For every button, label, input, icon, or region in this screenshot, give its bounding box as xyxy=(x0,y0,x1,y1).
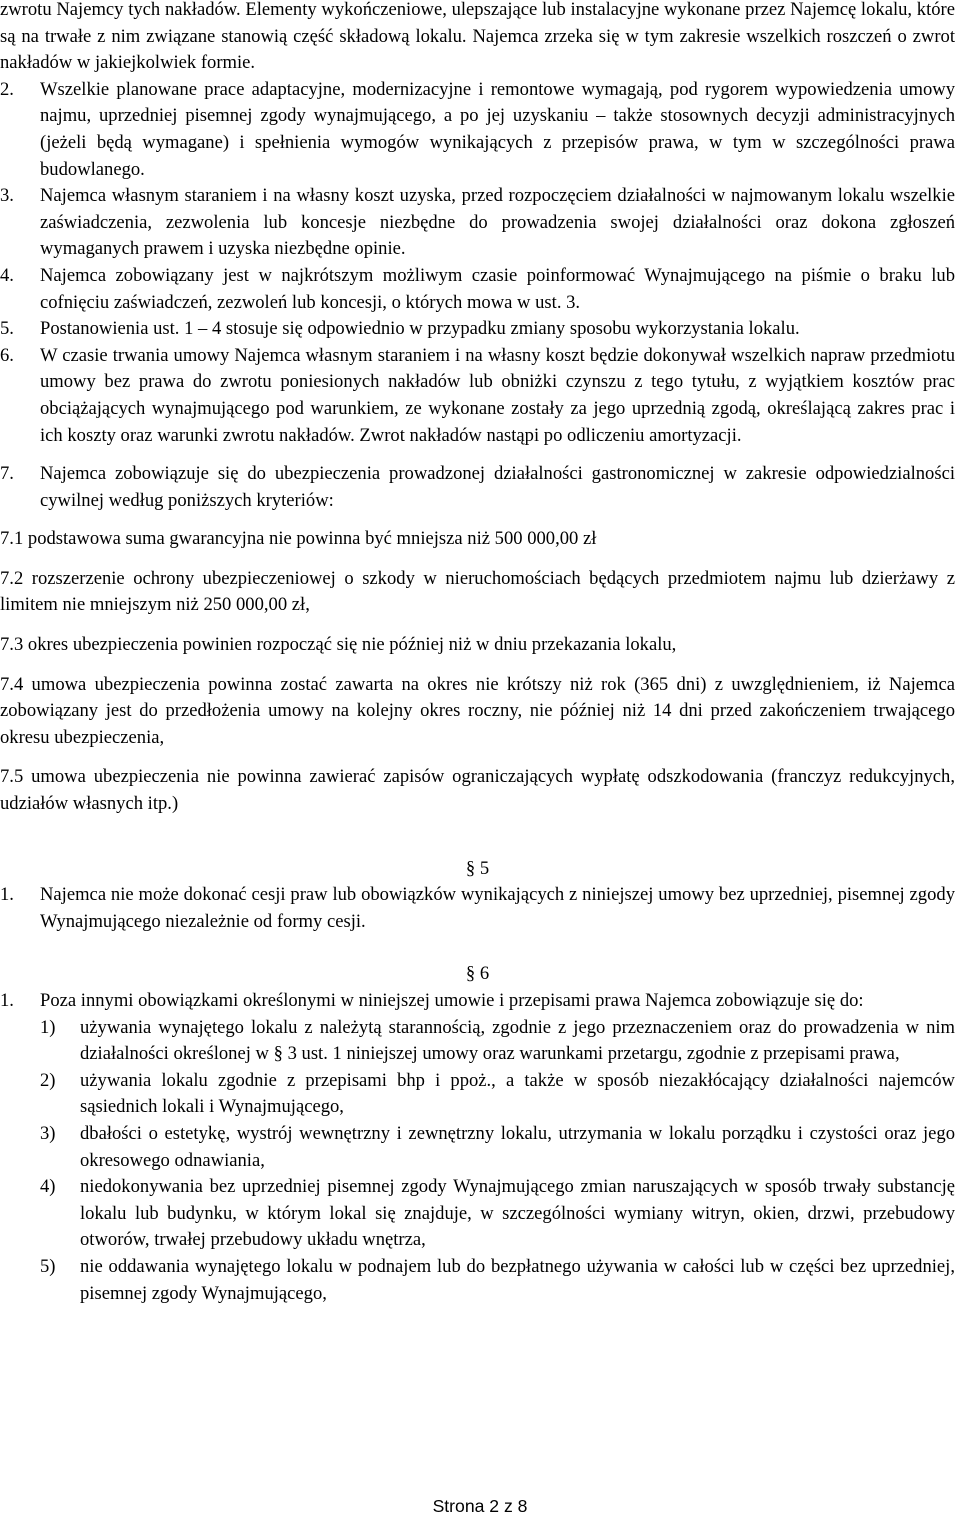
point-7 xyxy=(0,461,955,514)
point-number: 5. xyxy=(0,318,14,340)
item-number: 4) xyxy=(40,1176,56,1198)
point-5 xyxy=(0,316,955,343)
continuation-paragraph: zwrotu Najemcy tych nakładów. Elementy wykończeniowe, ulepszające lub instalacyjne wykonane przez Najemcę lokalu, które są na trwałe z nim związane stanowią część składową lokalu. Najemca zrzeka się w tym zakresie wszelkich roszczeń o zwrot nakładów w jakiejkolwiek formie. xyxy=(0,0,955,74)
item-text: dbałości o estetykę, wystrój wewnętrzny i zewnętrzny lokalu, utrzymania w lokalu porządku i czystości oraz jego okresowego odnawiania, xyxy=(80,1122,955,1171)
list-item xyxy=(40,1015,955,1068)
point-number: 6. xyxy=(0,344,14,366)
subpoint-7-2: 7.2 rozszerzenie ochrony ubezpieczeniowej o szkody w nieruchomościach będących przedmiotem najmu lub dzierżawy z limitem nie mniejszym niż 250 000,00 zł, xyxy=(0,567,955,616)
obligations-list xyxy=(40,1015,955,1308)
point-number: 1. xyxy=(0,990,14,1011)
item-text: nie oddawania wynajętego lokalu w podnajem lub do bezpłatnego używania w całości lub w części bez uprzedniej, pisemnej zgody Wynajmującego, xyxy=(80,1255,955,1304)
list-item xyxy=(40,1068,955,1121)
point-number: 3. xyxy=(0,185,14,207)
list-item xyxy=(40,1121,955,1174)
point-number: 2. xyxy=(0,78,14,100)
list-item xyxy=(40,1254,955,1307)
item-number: 3) xyxy=(40,1122,56,1144)
subpoint-7-1: 7.1 podstawowa suma gwarancyjna nie powinna być mniejsza niż 500 000,00 zł xyxy=(0,528,597,550)
point-text: Poza innymi obowiązkami określonymi w niniejszej umowie i przepisami prawa Najemca zobowiązuje się do: xyxy=(40,990,864,1011)
point-6 xyxy=(0,343,955,449)
section-6-heading: § 6 xyxy=(465,963,490,985)
point-text: Postanowienia ust. 1 – 4 stosuje się odpowiednio w przypadku zmiany sposobu wykorzystania lokalu. xyxy=(40,318,800,340)
point-2 xyxy=(0,77,955,183)
subpoint-7-5: 7.5 umowa ubezpieczenia nie powinna zawierać zapisów ograniczających wypłatę odszkodowania (franczyz redukcyjnych, udziałów własnych itp.) xyxy=(0,766,955,815)
subpoint-7-3: 7.3 okres ubezpieczenia powinien rozpocząć się nie później niż w dniu przekazania lokalu, xyxy=(0,634,677,656)
item-number: 5) xyxy=(40,1255,56,1277)
point-number: 1. xyxy=(0,884,14,906)
point-4 xyxy=(0,263,955,316)
point-text: Wszelkie planowane prace adaptacyjne, modernizacyjne i remontowe wymagają, pod rygorem wypowiedzenia umowy najmu, uprzedniej pisemnej zgody wynajmującego, a po jej uzyskaniu – także stosownych decyzji administracyjnych (jeżeli będą wymagane) i spełnienia wymogów wynikających z przepisów prawa, w tym w szczególności prawa budowlanego. xyxy=(40,78,955,180)
point-text: W czasie trwania umowy Najemca własnym staraniem i na własny koszt będzie dokonywał wszelkich napraw przedmiotu umowy bez prawa do zwrotu poniesionych nakładów lub obniżki czynszu z tego tytułu, z wyjątkiem kosztów prac obciążających wynajmującego pod warunkiem, ze wykonane zostały za jego uprzednią zgodą, określającą zakres prac i ich koszty oraz warunki zwrotu nakładów. Zwrot nakładów nastąpi po odliczeniu amortyzacji. xyxy=(40,344,955,446)
point-text: Najemca nie może dokonać cesji praw lub obowiązków wynikających z niniejszej umowy bez uprzedniej, pisemnej zgody Wynajmującego niezależnie od formy cesji. xyxy=(40,884,955,932)
item-text: używania wynajętego lokalu z należytą starannością, zgodnie z jego przeznaczeniem oraz do prowadzenia w nim działalności określonej w § 3 ust. 1 niniejszej umowy oraz warunkami przetargu, zgodnie z przepisami prawa, xyxy=(80,1016,955,1065)
point-text: Najemca własnym staraniem i na własny koszt uzyska, przed rozpoczęciem działalności w najmowanym lokalu wszelkie zaświadczenia, zezwolenia lub koncesje niezbędne do prowadzenia swojej działalności oraz dokona zgłoszeń wymaganych prawem i uzyska niezbędne opinie. xyxy=(40,185,955,260)
item-text: używania lokalu zgodnie z przepisami bhp i ppoż., a także w sposób niezakłócający działalności najemców sąsiednich lokali i Wynajmującego, xyxy=(80,1069,955,1118)
point-3 xyxy=(0,183,955,263)
section-5-point-1 xyxy=(0,882,955,935)
point-number: 7. xyxy=(0,463,14,485)
item-text: niedokonywania bez uprzedniej pisemnej zgody Wynajmującego zmian naruszających w sposób trwały substancję lokalu lub budynku, w którym lokal się znajduje, w szczególności wymiany witryn, okien, drzwi, przebudowy otworów, trwałej przebudowy układu wnętrza, xyxy=(80,1176,955,1251)
section-6-point-1 xyxy=(0,988,955,1015)
section-5-heading: § 5 xyxy=(465,857,490,879)
point-text: Najemca zobowiązuje się do ubezpieczenia prowadzonej działalności gastronomicznej w zakresie odpowiedzialności cywilnej według poniższych kryteriów: xyxy=(40,463,955,511)
point-number: 4. xyxy=(0,264,14,286)
page-footer: Strona 2 z 8 xyxy=(432,1496,528,1516)
list-item xyxy=(40,1174,955,1254)
point-text: Najemca zobowiązany jest w najkrótszym możliwym czasie poinformować Wynajmującego na piśmie o braku lub cofnięciu zaświadczeń, zezwoleń lub koncesji, o których mowa w ust. 3. xyxy=(40,264,955,313)
item-number: 1) xyxy=(40,1016,56,1038)
subpoint-7-4: 7.4 umowa ubezpieczenia powinna zostać zawarta na okres nie krótszy niż rok (365 dni) z uwzględnieniem, iż Najemca zobowiązany jest do przedłożenia umowy na kolejny okres roczny, nie później niż 14 dni przed zakończeniem trwającego okresu ubezpieczenia, xyxy=(0,673,955,748)
item-number: 2) xyxy=(40,1069,56,1091)
